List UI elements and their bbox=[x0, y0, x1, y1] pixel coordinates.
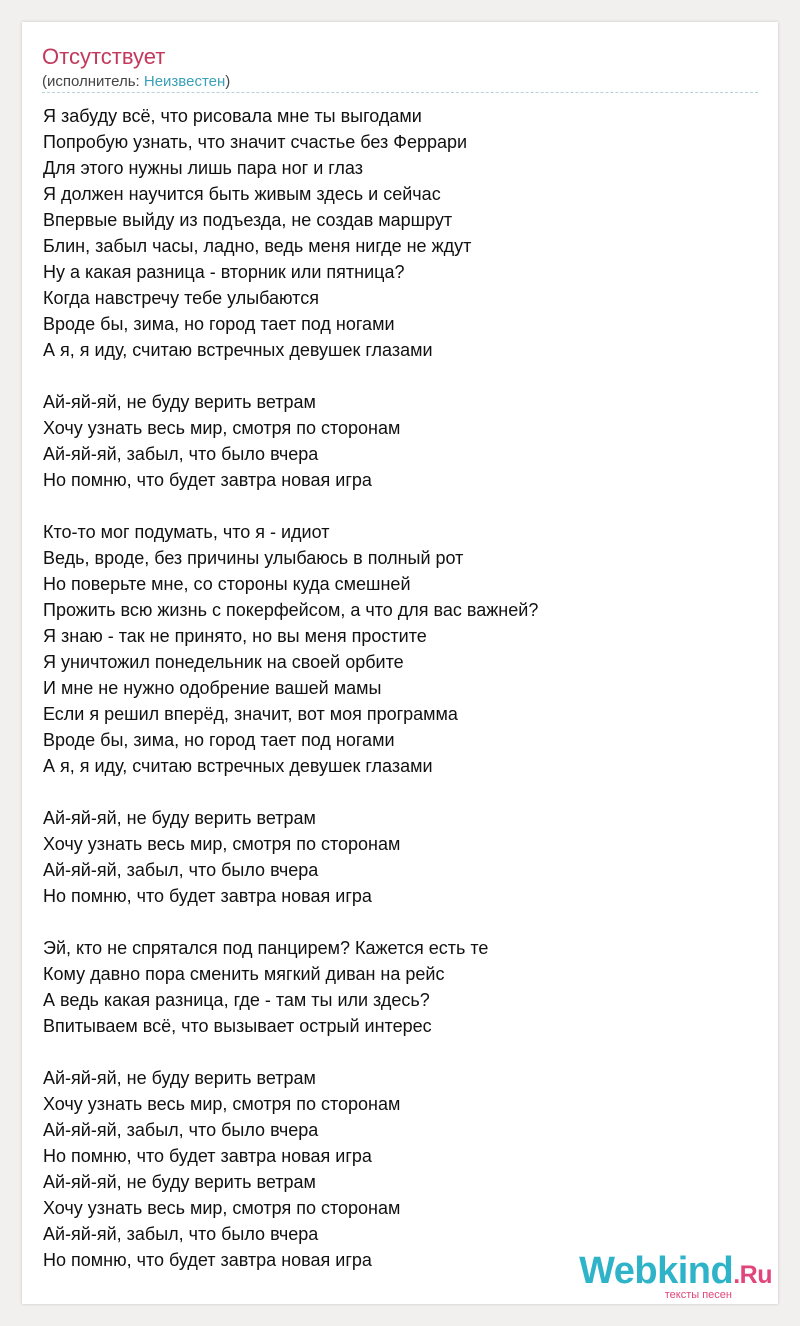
lyrics-line: Когда навстречу тебе улыбаются bbox=[43, 288, 319, 308]
lyrics-line: И мне не нужно одобрение вашей мамы bbox=[43, 678, 382, 698]
lyrics-line: Эй, кто не спрятался под панцирем? Кажется есть те bbox=[43, 938, 489, 958]
lyrics-line: Попробую узнать, что значит счастье без Феррари bbox=[43, 132, 468, 152]
logo-wordmark bbox=[579, 1250, 772, 1293]
lyrics-line: Я забуду всё, что рисовала мне ты выгодами bbox=[43, 106, 422, 126]
lyrics-line: А я, я иду, считаю встречных девушек глазами bbox=[43, 756, 433, 776]
lyrics-line: А ведь какая разница, где - там ты или здесь? bbox=[43, 990, 430, 1010]
lyrics-line: Но помню, что будет завтра новая игра bbox=[43, 1250, 372, 1270]
logo-tagline: тексты песен bbox=[664, 1289, 732, 1301]
lyrics-line: Ай-яй-яй, не буду верить ветрам bbox=[43, 1172, 316, 1192]
lyrics-line: Кому давно пора сменить мягкий диван на рейс bbox=[43, 964, 445, 984]
lyrics-line: Ай-яй-яй, забыл, что было вчера bbox=[43, 444, 319, 464]
lyrics-stanza bbox=[43, 1065, 758, 1273]
artist-prefix: (исполнитель: bbox=[42, 73, 144, 90]
lyrics-line: Ай-яй-яй, не буду верить ветрам bbox=[43, 1068, 316, 1088]
artist-link[interactable]: Неизвестен bbox=[143, 73, 226, 90]
lyrics-line: Ай-яй-яй, забыл, что было вчера bbox=[43, 1224, 319, 1244]
lyrics-line: Ай-яй-яй, не буду верить ветрам bbox=[43, 392, 316, 412]
lyrics-line: Ай-яй-яй, забыл, что было вчера bbox=[43, 860, 319, 880]
webkind-logo bbox=[579, 1250, 772, 1301]
song-title: Отсутствует bbox=[42, 44, 166, 69]
lyrics-stanza bbox=[43, 103, 758, 363]
lyrics-line: А я, я иду, считаю встречных девушек глазами bbox=[43, 340, 433, 360]
lyrics-line: Кто-то мог подумать, что я - идиот bbox=[43, 522, 330, 542]
lyrics-stanza bbox=[43, 935, 758, 1039]
lyrics-line: Ай-яй-яй, не буду верить ветрам bbox=[43, 808, 316, 828]
lyrics-line: Если я решил вперёд, значит, вот моя программа bbox=[43, 704, 458, 724]
lyrics-stanza bbox=[43, 805, 758, 909]
lyrics-line: Я уничтожил понедельник на своей орбите bbox=[43, 652, 404, 672]
lyrics-line: Но помню, что будет завтра новая игра bbox=[43, 470, 372, 490]
lyrics-line: Ну а какая разница - вторник или пятница? bbox=[43, 262, 405, 282]
lyrics-line: Прожить всю жизнь с покерфейсом, а что для вас важней? bbox=[43, 600, 539, 620]
lyrics-line: Но помню, что будет завтра новая игра bbox=[43, 886, 372, 906]
lyrics-line: Блин, забыл часы, ладно, ведь меня нигде не ждут bbox=[43, 236, 472, 256]
lyrics-line: Я должен научится быть живым здесь и сейчас bbox=[43, 184, 441, 204]
lyrics-line: Вроде бы, зима, но город тает под ногами bbox=[43, 730, 395, 750]
lyrics-line: Впервые выйду из подъезда, не создав маршрут bbox=[43, 210, 453, 230]
lyrics-page bbox=[22, 22, 778, 1304]
lyrics-line: Хочу узнать весь мир, смотря по сторонам bbox=[43, 1198, 401, 1218]
lyrics-line: Но помню, что будет завтра новая игра bbox=[43, 1146, 372, 1166]
lyrics-line: Для этого нужны лишь пара ног и глаз bbox=[43, 158, 363, 178]
logo-suffix: .Ru bbox=[733, 1261, 772, 1289]
artist-line bbox=[42, 73, 230, 91]
logo-brand: Webkind bbox=[579, 1250, 734, 1292]
lyrics-line: Но поверьте мне, со стороны куда смешней bbox=[43, 574, 411, 594]
lyrics-line: Хочу узнать весь мир, смотря по сторонам bbox=[43, 418, 401, 438]
lyrics-line: Ай-яй-яй, забыл, что было вчера bbox=[43, 1120, 319, 1140]
lyrics-text bbox=[43, 103, 758, 1273]
lyrics-stanza bbox=[43, 389, 758, 493]
lyrics-line: Хочу узнать весь мир, смотря по сторонам bbox=[43, 834, 401, 854]
lyrics-line: Вроде бы, зима, но город тает под ногами bbox=[43, 314, 395, 334]
lyrics-stanza bbox=[43, 519, 758, 779]
lyrics-line: Впитываем всё, что вызывает острый интерес bbox=[43, 1016, 432, 1036]
title-divider bbox=[42, 92, 758, 93]
lyrics-line: Ведь, вроде, без причины улыбаюсь в полный рот bbox=[43, 548, 464, 568]
artist-suffix: ) bbox=[225, 73, 231, 90]
lyrics-line: Хочу узнать весь мир, смотря по сторонам bbox=[43, 1094, 401, 1114]
lyrics-line: Я знаю - так не принято, но вы меня простите bbox=[43, 626, 427, 646]
